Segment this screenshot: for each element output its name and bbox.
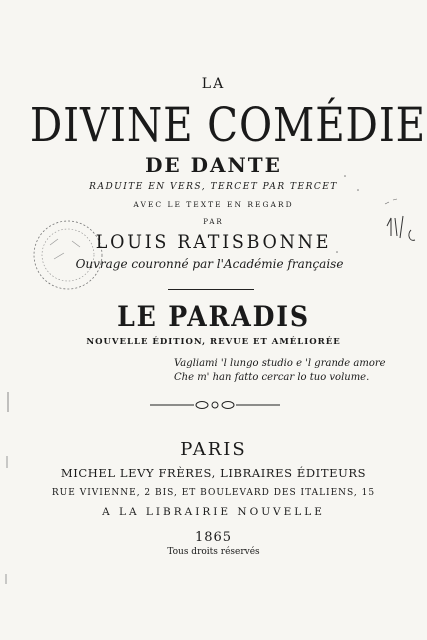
bookshop-name: A LA LIBRAIRIE NOUVELLE: [102, 506, 325, 518]
title-article: LA: [201, 76, 226, 92]
section-title: LE PARADIS: [117, 300, 310, 333]
imprint-city: PARIS: [180, 439, 247, 460]
author-of-work: DE DANTE: [145, 153, 282, 177]
epigraph-line: Che m' han fatto cercar lo tuo volume.: [174, 372, 370, 383]
award-note: Ouvrage couronné par l'Académie française: [75, 257, 344, 271]
publisher-name: MICHEL LEVY FRÈRES, LIBRAIRES ÉDITEURS: [60, 466, 367, 480]
library-stamp-icon: [28, 215, 108, 295]
divider-rule: [168, 289, 254, 290]
epigraph-line: Vagliami 'l lungo studio e 'l grande amore: [174, 358, 386, 369]
publication-year: 1865: [194, 530, 233, 545]
parallel-text-note: AVEC LE TEXTE EN REGARD: [133, 200, 294, 209]
main-title: DIVINE COMÉDIE: [29, 98, 427, 153]
fleuron-ornament-icon: [150, 398, 280, 412]
edition-note: NOUVELLE ÉDITION, REVUE ET AMÉLIORÉE: [86, 337, 341, 347]
translator-name: LOUIS RATISBONNE: [95, 231, 332, 253]
translation-note: RADUITE EN VERS, TERCET PAR TERCET: [89, 182, 338, 192]
rights-notice: Tous droits réservés: [167, 547, 260, 557]
by-label: PAR: [203, 218, 224, 226]
publisher-address: RUE VIVIENNE, 2 BIS, ET BOULEVARD DES ITALIENS, 15: [51, 488, 376, 498]
